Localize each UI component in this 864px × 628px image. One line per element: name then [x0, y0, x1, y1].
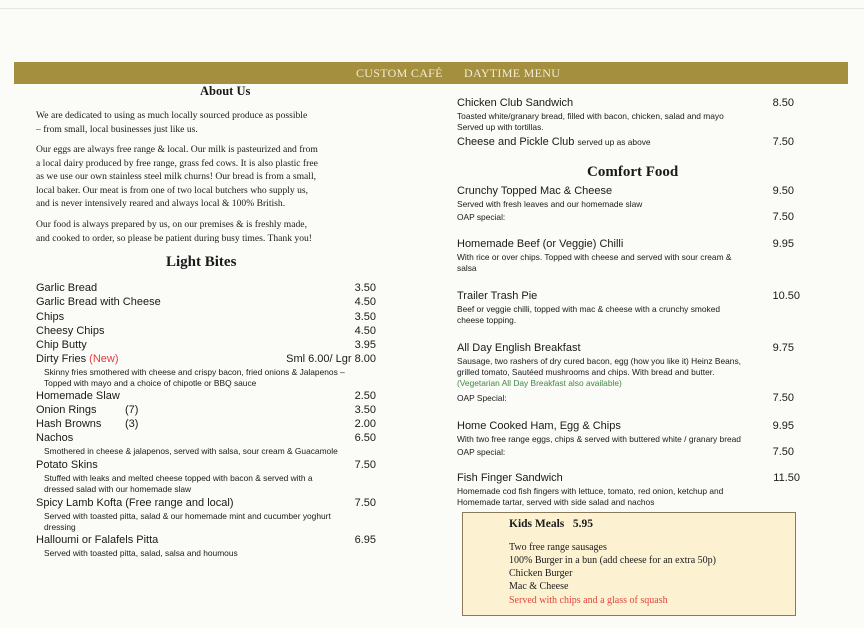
- menu-item-description: [457, 356, 787, 389]
- menu-item-name: Cheesy Chips: [36, 325, 105, 337]
- menu-item-name: Potato Skins: [36, 459, 98, 471]
- description-line: Topped with mayo and a choice of chipotle or BBQ sauce: [44, 378, 257, 388]
- about-paragraph-3: [36, 218, 386, 245]
- menu-item-count: (3): [125, 418, 139, 430]
- menu-item-count: (7): [125, 404, 139, 416]
- description-line: Toasted white/granary bread, filled with bacon, chicken, salad and mayo: [457, 111, 724, 121]
- oap-price: 7.50: [772, 446, 794, 458]
- about-line: a local dairy produced by free range, grass fed cows. It is also plastic free: [36, 157, 318, 169]
- menu-item-description: [457, 304, 777, 326]
- menu-item-name: Onion Rings: [36, 404, 97, 416]
- menu-item-name: Chicken Club Sandwich: [457, 97, 574, 109]
- vegetarian-note: (Vegetarian All Day Breakfast also available): [457, 378, 622, 388]
- menu-item-description: Served with toasted pitta, salad, salsa and houmous: [44, 548, 238, 558]
- description-line: Served up with tortillas.: [457, 122, 544, 132]
- kids-meals-price: 5.95: [572, 518, 594, 530]
- menu-item-price: 11.50: [773, 472, 800, 484]
- oap-price: 7.50: [772, 211, 794, 223]
- about-title: About Us: [200, 84, 251, 98]
- menu-item-name: Hash Browns: [36, 418, 102, 430]
- menu-item-name: Spicy Lamb Kofta (Free range and local): [36, 497, 234, 509]
- about-line: and is never intensively reared and always local & 100% British.: [36, 198, 286, 210]
- menu-item-name: Cheese and Pickle Club: [457, 136, 575, 148]
- menu-item-price: 7.50: [354, 459, 376, 471]
- menu-item-name: Home Cooked Ham, Egg & Chips: [457, 420, 621, 432]
- menu-item-price: 9.50: [772, 185, 794, 197]
- menu-item-description: [457, 252, 777, 274]
- oap-price: 7.50: [772, 392, 794, 404]
- description-line: dressing: [44, 522, 76, 532]
- menu-item-price: 10.50: [772, 290, 800, 302]
- about-line: local baker. Our meat is from one of two local butchers who supply us,: [36, 184, 309, 196]
- kids-item: Chicken Burger: [509, 568, 573, 579]
- menu-item-price: 6.95: [354, 534, 376, 546]
- menu-item-price: 9.95: [772, 420, 794, 432]
- description-line: Served with toasted pitta, salad & our homemade mint and cucumber yoghurt: [44, 511, 331, 521]
- menu-item-dirty-fries: [36, 353, 119, 365]
- about-line: – from small, local businesses just like us.: [36, 123, 198, 135]
- menu-item-description: Served with fresh leaves and our homemade slaw: [457, 199, 643, 209]
- about-line: Our eggs are always free range & local. Our milk is pasteurized and from: [36, 144, 318, 155]
- menu-item-name: Homemade Beef (or Veggie) Chilli: [457, 238, 624, 250]
- description-line: dressed salad with our homemade slaw: [44, 484, 192, 494]
- about-line: Our food is always prepared by us, on our premises & is freshly made,: [36, 219, 307, 230]
- menu-item-price: 4.50: [354, 296, 376, 308]
- oap-label: OAP special:: [457, 212, 506, 222]
- new-badge: (New): [89, 353, 119, 365]
- menu-item-description: [457, 111, 777, 133]
- kids-title-text: Kids Meals: [509, 518, 565, 530]
- description-line: Homemade tartar, served with side salad and nachos: [457, 497, 655, 507]
- about-paragraph-2: [36, 143, 386, 211]
- menu-item-price: 7.50: [772, 136, 794, 148]
- light-bites-title: Light Bites: [166, 254, 237, 270]
- header-cafe-name: CUSTOM CAFÉ: [356, 66, 443, 80]
- about-line: We are dedicated to using as much locally sourced produce as possible: [36, 110, 308, 121]
- menu-item-price: 3.50: [354, 404, 376, 416]
- menu-item-price: 9.75: [772, 342, 794, 354]
- description-line: Skinny fries smothered with cheese and crispy bacon, fried onions & Jalapenos –: [44, 367, 345, 377]
- description-line: salsa: [457, 263, 477, 273]
- menu-item-name: Halloumi or Falafels Pitta: [36, 534, 159, 546]
- menu-item-note: served up as above: [577, 137, 651, 147]
- menu-header-bar: [14, 62, 848, 84]
- about-line: as we use our own stainless steel milk churns! Our bread is from a small,: [36, 171, 317, 183]
- menu-item-price: 3.50: [354, 282, 376, 294]
- menu-item-description: [44, 511, 389, 533]
- description-line: Sausage, two rashers of dry cured bacon, egg (how you like it) Heinz Beans,: [457, 356, 741, 366]
- menu-item-name: Nachos: [36, 432, 74, 444]
- menu-item-name: Chips: [36, 311, 65, 323]
- menu-item-name: Dirty Fries: [36, 353, 87, 365]
- menu-item-name: All Day English Breakfast: [457, 342, 581, 354]
- about-paragraph-1: [36, 109, 386, 136]
- oap-label: OAP Special:: [457, 393, 507, 403]
- description-line: With rice or over chips. Topped with cheese and served with sour cream &: [457, 252, 732, 262]
- kids-meals-title: [509, 518, 593, 530]
- description-line: cheese topping.: [457, 315, 517, 325]
- menu-item-price: 2.50: [354, 390, 376, 402]
- menu-item-name: Crunchy Topped Mac & Cheese: [457, 185, 613, 197]
- menu-item-price: 8.50: [772, 97, 794, 109]
- description-line: Beef or veggie chilli, topped with mac & cheese with a crunchy smoked: [457, 304, 721, 314]
- menu-item-cheese-pickle: [457, 136, 651, 148]
- menu-item-price: 6.50: [354, 432, 376, 444]
- menu-item-name: Garlic Bread with Cheese: [36, 296, 161, 308]
- header-menu-title: DAYTIME MENU: [464, 66, 561, 80]
- menu-item-description: [457, 486, 777, 508]
- kids-item: 100% Burger in a bun (add cheese for an extra 50p): [509, 555, 716, 566]
- menu-item-name: Trailer Trash Pie: [457, 290, 538, 302]
- kids-note: Served with chips and a glass of squash: [509, 595, 668, 606]
- menu-item-price: 2.00: [354, 418, 376, 430]
- menu-item-name: Garlic Bread: [36, 282, 98, 294]
- page-edge: [0, 8, 864, 9]
- menu-item-description: With two free range eggs, chips & served with buttered white / granary bread: [457, 434, 741, 444]
- menu-item-name: Fish Finger Sandwich: [457, 472, 563, 484]
- kids-item: Two free range sausages: [509, 542, 607, 553]
- oap-label: OAP special:: [457, 447, 506, 457]
- menu-item-price: 4.50: [354, 325, 376, 337]
- description-line: grilled tomato, Sautéed mushrooms and chips. With bread and butter.: [457, 367, 715, 377]
- menu-item-price: 3.50: [354, 311, 376, 323]
- menu-item-name: Homemade Slaw: [36, 390, 120, 402]
- menu-item-description: [44, 473, 389, 495]
- menu-item-price: 9.95: [772, 238, 794, 250]
- menu-item-price: 3.95: [354, 339, 376, 351]
- description-line: Homemade cod fish fingers with lettuce, tomato, red onion, ketchup and: [457, 486, 724, 496]
- menu-item-price: Sml 6.00/ Lgr 8.00: [286, 353, 376, 365]
- comfort-food-title: Comfort Food: [587, 164, 679, 180]
- about-line: and cooked to order, so please be patient during busy times. Thank you!: [36, 232, 312, 244]
- menu-item-description: [44, 367, 389, 389]
- menu-item-name: Chip Butty: [36, 339, 87, 351]
- menu-item-description: Smothered in cheese & jalapenos, served with salsa, sour cream & Guacamole: [44, 446, 338, 456]
- description-line: Stuffed with leaks and melted cheese topped with bacon & served with a: [44, 473, 313, 483]
- menu-item-price: 7.50: [354, 497, 376, 509]
- kids-item: Mac & Cheese: [509, 581, 569, 592]
- kids-meals-box: [462, 512, 796, 616]
